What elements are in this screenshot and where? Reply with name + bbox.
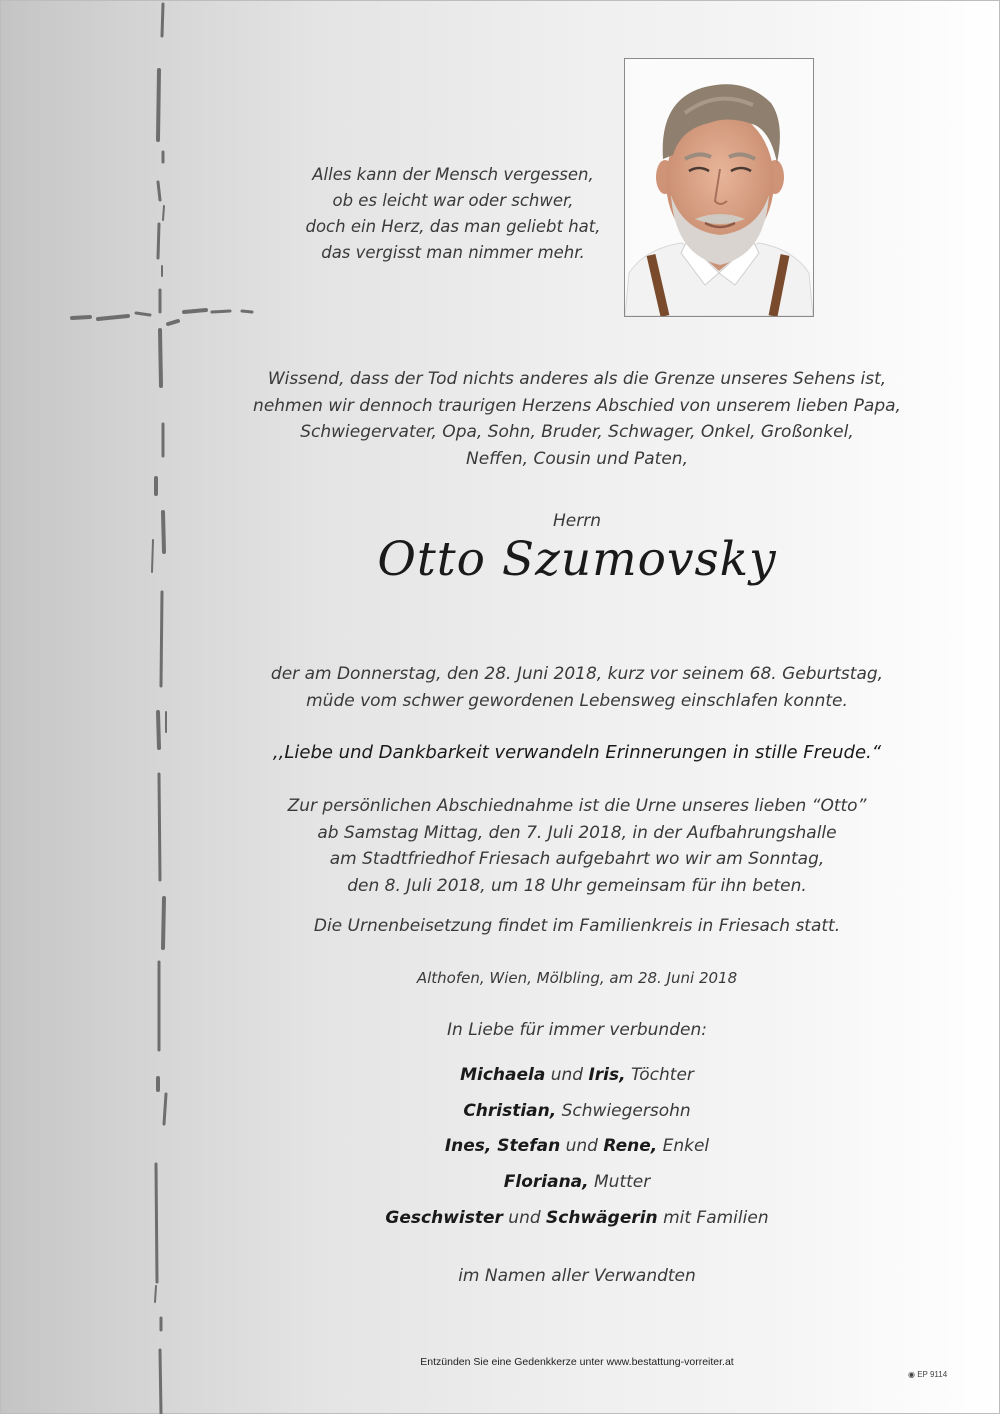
mourner-row [230, 1205, 924, 1232]
poem-line: ob es leicht war oder schwer, [332, 191, 574, 210]
mourner-relation: Mutter [588, 1172, 651, 1192]
farewell-line: den 8. Juli 2018, um 18 Uhr gemeinsam für ihn beten. [347, 876, 807, 897]
mourner-relation: Schwiegersohn [556, 1101, 691, 1121]
intro-paragraph [230, 366, 924, 473]
salutation: Herrn [553, 511, 601, 531]
mourner-row [230, 1169, 924, 1196]
mourner-name: Rene, [603, 1136, 658, 1156]
poem-line: Alles kann der Mensch vergessen, [312, 165, 594, 184]
mourner-connector: und [545, 1065, 589, 1085]
mourner-row [230, 1098, 924, 1125]
footer-note: Entzünden Sie eine Gedenkkerze unter www.bestattung-vorreiter.at [420, 1356, 734, 1368]
in-love-heading: In Liebe für immer verbunden: [447, 1020, 707, 1040]
product-code [908, 1370, 947, 1379]
portrait-illustration [625, 59, 813, 316]
deceased-name: Otto Szumovsky [377, 532, 777, 587]
closing-line: im Namen aller Verwandten [458, 1266, 696, 1286]
mourner-row [230, 1062, 924, 1089]
mourner-connector: und [502, 1208, 547, 1228]
burial-notice: Die Urnenbeisetzung findet im Familienkreis in Friesach statt. [313, 916, 841, 936]
mourner-name: Floriana, [503, 1172, 589, 1192]
mourner-name: Geschwister [385, 1208, 503, 1228]
farewell-paragraph [230, 793, 924, 900]
copyright-icon: ◉ [908, 1370, 915, 1379]
mourner-relation: Enkel [657, 1136, 710, 1156]
farewell-line: am Stadtfriedhof Friesach aufgebahrt wo wir am Sonntag, [329, 849, 825, 870]
mourner-relation: mit Familien [657, 1208, 769, 1228]
poem [290, 162, 616, 266]
mourner-name: Michaela [460, 1065, 546, 1085]
product-code-label: EP 9114 [917, 1370, 948, 1379]
mourner-row [230, 1133, 924, 1160]
farewell-line: Zur persönlichen Abschiednahme ist die Urne unseres lieben “Otto” [287, 796, 867, 816]
intro-line: nehmen wir dennoch traurigen Herzens Abschied von unserem lieben Papa, [253, 395, 901, 416]
mourner-relation: Töchter [625, 1065, 694, 1085]
place-date: Althofen, Wien, Mölbling, am 28. Juni 2018 [416, 969, 738, 987]
death-notice-line: müde vom schwer gewordenen Lebensweg einschlafen konnte. [306, 690, 848, 711]
mourner-name: Schwägerin [546, 1208, 658, 1228]
intro-line: Wissend, dass der Tod nichts anderes als die Grenze unseres Sehens ist, [267, 369, 887, 389]
mourner-name: Ines, Stefan [444, 1136, 561, 1156]
poem-line: das vergisst man nimmer mehr. [321, 243, 585, 262]
death-notice-line: der am Donnerstag, den 28. Juni 2018, kurz vor seinem 68. Geburtstag, [270, 664, 884, 684]
intro-line: Schwiegervater, Opa, Sohn, Bruder, Schwager, Onkel, Großonkel, [300, 422, 854, 443]
farewell-line: ab Samstag Mittag, den 7. Juli 2018, in der Aufbahrungshalle [317, 822, 837, 843]
poem-line: doch ein Herz, das man geliebt hat, [305, 217, 601, 236]
intro-line: Neffen, Cousin und Paten, [465, 449, 688, 470]
mourner-connector: und [560, 1136, 604, 1156]
quote: ,,Liebe und Dankbarkeit verwandeln Erinnerungen in stille Freude.“ [272, 742, 882, 763]
portrait-photo [624, 58, 814, 317]
mourner-name: Iris, [588, 1065, 626, 1085]
mourner-name: Christian, [463, 1101, 557, 1121]
death-notice [230, 661, 924, 714]
